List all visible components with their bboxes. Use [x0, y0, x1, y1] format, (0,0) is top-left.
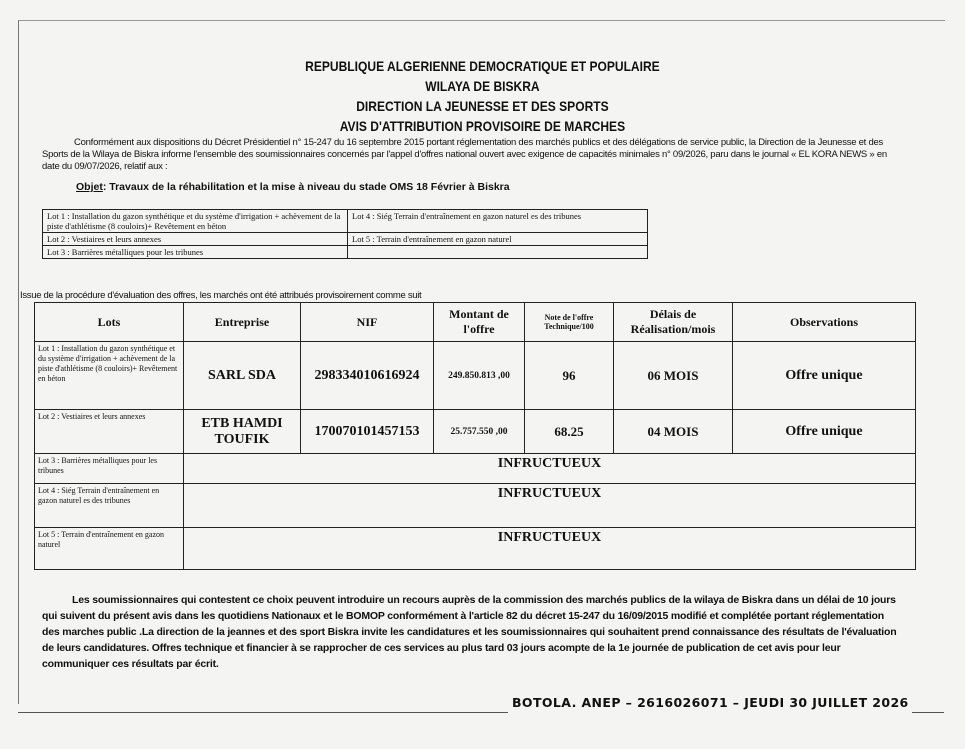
infructueux-cell: INFRUCTUEUX	[184, 454, 916, 484]
lot-cell: Lot 5 : Terrain d'entraînement en gazon naturel	[35, 528, 184, 570]
footer-rule-left	[18, 712, 508, 713]
header-note: Note de l'offre Technique/100	[525, 303, 614, 342]
source-line: BOTOLA. ANEP – 2616026071 – JEUDI 30 JUILLET 2026	[512, 695, 909, 710]
montant-cell: 249.850.813 ,00	[434, 342, 525, 410]
header-direction: DIRECTION LA JEUNESSE ET DES SPORTS	[356, 98, 609, 114]
lot-cell: Lot 3 : Barrières métalliques pour les tribunes	[35, 454, 184, 484]
montant-cell: 25.757.550 ,00	[434, 410, 525, 454]
delais-cell: 04 MOIS	[614, 410, 733, 454]
lots-summary-cell: Lot 2 : Vestiaires et leurs annexes	[43, 233, 348, 246]
lots-summary-cell: Lot 1 : Installation du gazon synthétique et du système d'irrigation + achèvement de la piste d'athlétisme (8 couloirs)+ Revêtement en béton	[43, 210, 348, 233]
lot-cell: Lot 1 : Installation du gazon synthétique et du système d'irrigation + achèvement de la piste d'athlétisme (8 couloirs)+ Revêtement en béton	[35, 342, 184, 410]
table-row	[35, 528, 916, 570]
delais-cell: 06 MOIS	[614, 342, 733, 410]
attribution-table	[34, 302, 916, 570]
header-avis-title: AVIS D'ATTRIBUTION PROVISOIRE DE MARCHES	[339, 118, 626, 134]
table-row	[35, 342, 916, 410]
intro-text: Conformément aux dispositions du Décret Présidentiel n° 15-247 du 16 septembre 2015 portant réglementation des marchés publics et des délégations de service public, la Direction de la Jeunesse et des Sports de la Wilaya de Biskra informe l'ensemble des soumissionnaires concernés par l'appel d'offres national ouvert avec exigence de capacités minimales n° 09/2026, paru dans le journal « EL KORA NEWS » en date du 09/07/2026, relatif aux :	[42, 137, 887, 172]
lots-summary-cell-empty	[348, 246, 648, 259]
objet-label: Objet	[76, 181, 103, 193]
header-nif: NIF	[301, 303, 434, 342]
intro-paragraph	[42, 137, 904, 173]
recours-paragraph	[42, 592, 902, 672]
table-row	[35, 484, 916, 528]
lot-cell: Lot 4 : Siég Terrain d'entraînement en gazon naturel es des tribunes	[35, 484, 184, 528]
lots-summary-row	[43, 246, 648, 259]
note-cell: 68.25	[525, 410, 614, 454]
infructueux-cell: INFRUCTUEUX	[184, 484, 916, 528]
lot-cell: Lot 2 : Vestiaires et leurs annexes	[35, 410, 184, 454]
entreprise-cell: SARL SDA	[184, 342, 301, 410]
objet-line	[76, 181, 510, 193]
header-delais: Délais de Réalisation/mois	[614, 303, 733, 342]
table-header-row	[35, 303, 916, 342]
lots-summary-cell: Lot 5 : Terrain d'entraînement en gazon naturel	[348, 233, 648, 246]
issue-text: Issue de la procédure d'évaluation des offres, les marchés ont été attribués provisoirement comme suit	[20, 290, 422, 301]
observations-cell: Offre unique	[733, 342, 916, 410]
note-cell: 96	[525, 342, 614, 410]
lots-summary-table	[42, 209, 648, 259]
header-republique: REPUBLIQUE ALGERIENNE DEMOCRATIQUE ET POPULAIRE	[305, 58, 660, 74]
header-montant: Montant de l'offre	[434, 303, 525, 342]
footer-rule-right	[912, 712, 944, 713]
table-row	[35, 410, 916, 454]
table-row	[35, 454, 916, 484]
lots-summary-cell: Lot 4 : Siég Terrain d'entraînement en gazon naturel es des tribunes	[348, 210, 648, 233]
recours-text: Les soumissionnaires qui contestent ce choix peuvent introduire un recours auprès de la commission des marchés publics de la wilaya de Biskra dans un délai de 10 jours qui suivent du présent avis dans les quotidiens Nationaux et le BOMOP conformément à l'article 82 du décret 15-247 du 16/09/2015 modifié et complétée portant réglementation des marches public .La direction de la jeannes et des sport Biskra invite les candidatures et les soumissionnaires qui souhaitent prend connaissance des résultats de l'évaluation de leurs candidatures. Offres technique et financier à se rapprocher de ces services au plus tard 03 jours acompte de la 1e journée de publication de cet avis pour leur communiquer ces résultats par écrit.	[42, 594, 897, 670]
header-entreprise: Entreprise	[184, 303, 301, 342]
infructueux-cell: INFRUCTUEUX	[184, 528, 916, 570]
objet-text: : Travaux de la réhabilitation et la mise à niveau du stade OMS 18 Février à Biskra	[102, 181, 510, 193]
observations-cell: Offre unique	[733, 410, 916, 454]
lots-summary-row	[43, 210, 648, 233]
header-observations: Observations	[733, 303, 916, 342]
nif-cell: 170070101457153	[301, 410, 434, 454]
entreprise-cell: ETB HAMDI TOUFIK	[184, 410, 301, 454]
lots-summary-cell: Lot 3 : Barrières métalliques pour les tribunes	[43, 246, 348, 259]
lots-summary-row	[43, 233, 648, 246]
header-wilaya: WILAYA DE BISKRA	[425, 78, 540, 94]
nif-cell: 298334010616924	[301, 342, 434, 410]
header-lots: Lots	[35, 303, 184, 342]
